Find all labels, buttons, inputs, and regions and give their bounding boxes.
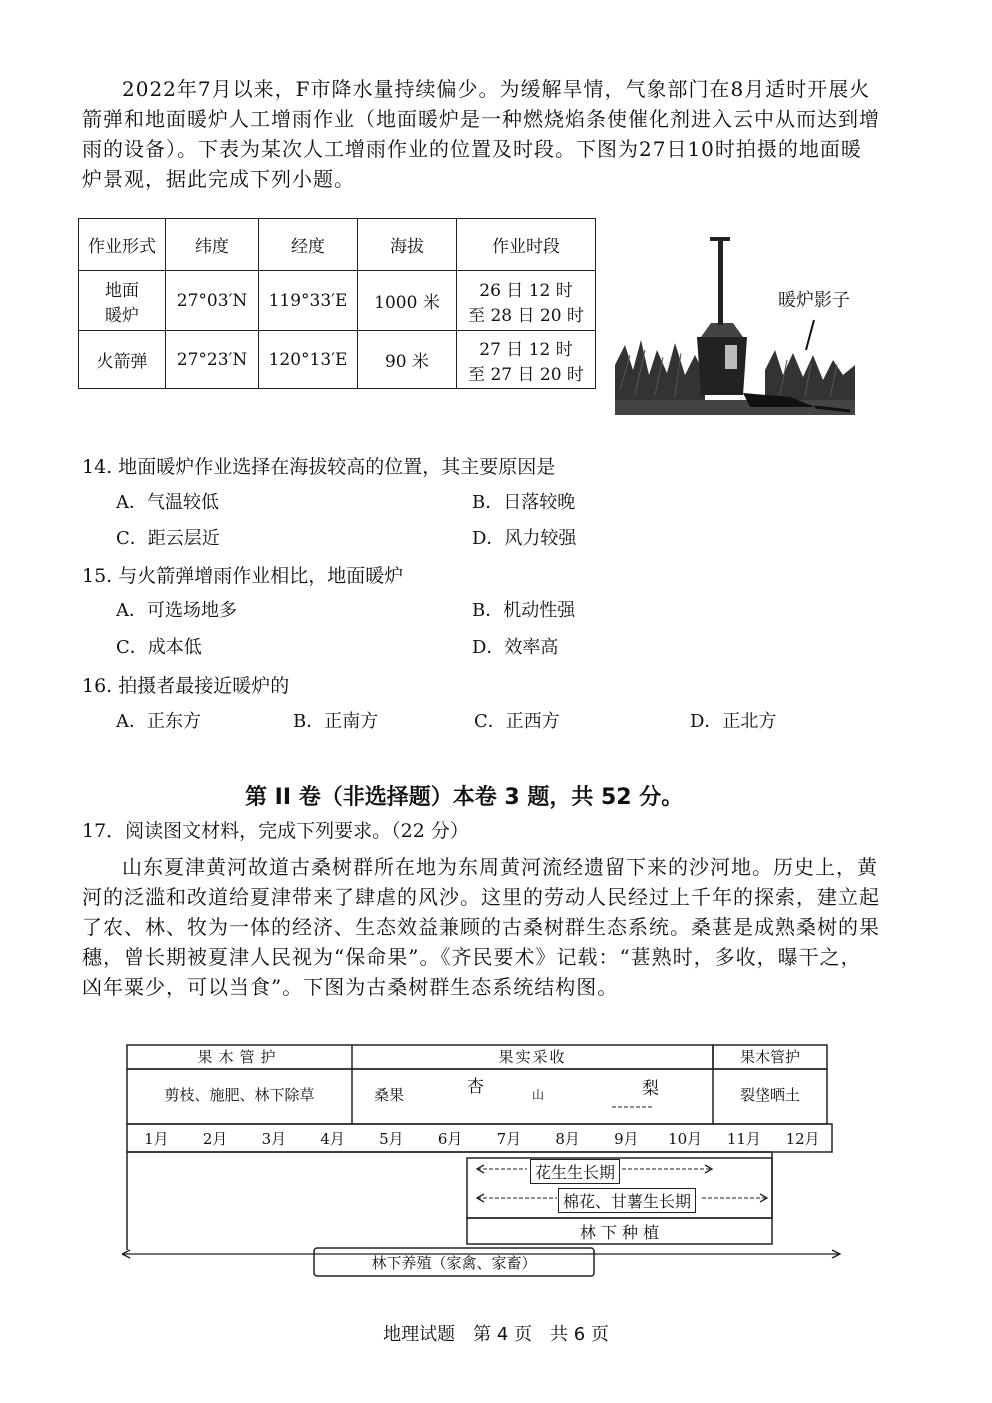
page-footer: 地理试题 第 4 页 共 6 页 (383, 1324, 609, 1345)
month-label: 2月 (202, 1130, 228, 1148)
table-cell: 26 日 12 时 至 28 日 20 时 (457, 271, 596, 331)
month-label: 1月 (144, 1130, 169, 1148)
table-cell: 27 日 12 时 至 27 日 20 时 (457, 331, 596, 389)
understory-breeding: 林下养殖（家禽、家畜） (371, 1254, 537, 1272)
ecosystem-diagram (122, 1040, 842, 1280)
question-16 (82, 673, 289, 699)
table-header: 纬度 (166, 219, 259, 271)
option-15a: A．可选场地多 (116, 600, 237, 621)
question-number: 16. (82, 675, 113, 697)
fruit-mountain: 山 (532, 1088, 545, 1102)
option-15c: C．成本低 (116, 637, 202, 658)
fruit-pear: 梨 (642, 1079, 659, 1099)
question-14 (82, 454, 555, 480)
month-label: 9月 (614, 1130, 639, 1148)
question-text: 与火箭弹增雨作业相比，地面暖炉 (118, 565, 404, 587)
option-15d: D．效率高 (472, 637, 559, 658)
option-16b: B．正南方 (293, 711, 379, 732)
question-number: 14. (82, 456, 113, 478)
question-17-head: 17．阅读图文材料，完成下列要求。（22 分） (82, 820, 469, 842)
month-label: 4月 (320, 1130, 345, 1148)
mgmt-tasks-left: 剪枝、施肥、林下除草 (164, 1086, 315, 1104)
question-number: 15. (82, 565, 113, 587)
table-cell: 90 米 (358, 331, 457, 389)
table-row (79, 271, 596, 331)
fruit-apricot: 杏 (467, 1077, 484, 1097)
label-pointer-line (800, 318, 820, 352)
harvest-label: 果实采收 (498, 1048, 567, 1066)
month-label: 3月 (261, 1130, 287, 1148)
option-15b: B．机动性强 (472, 600, 576, 621)
option-14b: B．日落较晚 (472, 492, 576, 513)
question-text: 地面暖炉作业选择在海拔较高的位置，其主要原因是 (118, 456, 556, 478)
option-16a: A．正东方 (116, 711, 201, 732)
month-label: 11月 (726, 1130, 761, 1148)
month-label: 10月 (668, 1130, 703, 1148)
question-15 (82, 563, 403, 589)
operation-table (78, 218, 596, 389)
table-cell: 120°13′E (259, 331, 358, 389)
month-label: 6月 (437, 1130, 463, 1148)
table-cell: 地面 暖炉 (79, 271, 166, 331)
peanut-period: 花生生长期 (530, 1159, 620, 1184)
month-label: 7月 (496, 1130, 522, 1148)
table-header: 海拔 (358, 219, 457, 271)
table-header: 作业时段 (457, 219, 596, 271)
fruit-mulberry: 桑果 (374, 1086, 405, 1104)
cotton-sweetpotato-period: 棉花、甘薯生长期 (558, 1188, 696, 1213)
option-14d: D．风力较强 (472, 528, 577, 549)
intro-paragraph: 2022年7月以来，F市降水量持续偏少。为缓解旱情，气象部门在8月适时开展火箭弹和地面暖炉人工增雨作业（地面暖炉是一种燃烧焰条使催化剂进入云中从而达到增雨的设备）。下表为某次人工增雨作业的位置及时段。下图为27日10时拍摄的地面暖炉景观，据此完成下列小题。 (82, 77, 880, 191)
table-header: 经度 (259, 219, 358, 271)
mgmt-label-left: 果木管护 (197, 1048, 282, 1066)
section-title: 第 II 卷（非选择题）本卷 3 题，共 52 分。 (245, 785, 684, 810)
table-cell: 1000 米 (358, 271, 457, 331)
question-17-material: 山东夏津黄河故道古桑树群所在地为东周黄河流经遗留下来的沙河地。历史上，黄河的泛滥和改道给夏津带来了肆虐的风沙。这里的劳动人民经过上千年的探索，建立起了农、林、牧为一体的经济、生态效益兼顾的古桑树群生态系统。桑葚是成熟桑树的果穗，曾长期被夏津人民视为“保命果”。《齐民要术》记载：“葚熟时，多收，曝干之，凶年粟少，可以当食”。下图为古桑树群生态系统结构图。 (82, 855, 880, 999)
table-row (79, 331, 596, 389)
month-label: 8月 (555, 1130, 580, 1148)
option-14c: C．距云层近 (116, 528, 220, 549)
table-cell: 119°33′E (259, 271, 358, 331)
table-header: 作业形式 (79, 219, 166, 271)
month-label: 5月 (379, 1130, 404, 1148)
table-cell: 火箭弹 (79, 331, 166, 389)
heater-shadow-label: 暖炉影子 (778, 290, 850, 311)
option-14a: A．气温较低 (116, 492, 219, 513)
option-16d: D．正北方 (690, 711, 777, 732)
understory-planting: 林 下 种 植 (579, 1223, 660, 1242)
month-bar (127, 1128, 832, 1149)
mgmt-label-right: 果木管护 (739, 1048, 800, 1066)
mgmt-tasks-right: 裂垡晒土 (739, 1086, 800, 1104)
question-text: 拍摄者最接近暖炉的 (118, 675, 290, 697)
month-label: 12月 (785, 1130, 820, 1148)
table-cell: 27°23′N (166, 331, 259, 389)
table-cell: 27°03′N (166, 271, 259, 331)
option-16c: C．正西方 (474, 711, 560, 732)
